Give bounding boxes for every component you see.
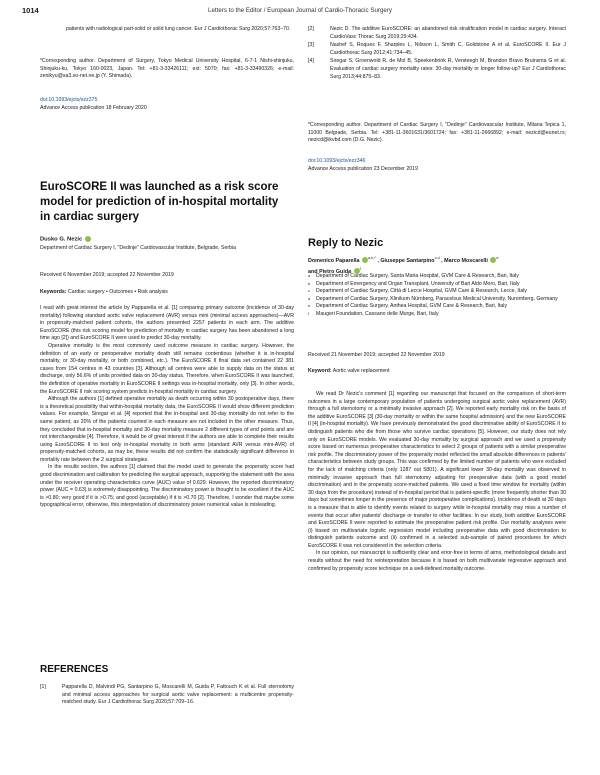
affiliation-letter: a <box>308 274 311 278</box>
author-name: , Giuseppe Santarpino <box>377 257 435 264</box>
keywords <box>308 368 566 376</box>
correspondence-note: *Corresponding author. Department of Cardiac Surgery I, "Dedinje" Cardiovascular Institute, Milana Tepica 1, 11000 Belgrade, Serbia. Tel: +381-11-3601631/3601724; fax: +381-11-2666892; e-mail: nezicd@eunet.rs; nezicd@ikvbd.com (D.G. Nezic). <box>308 122 566 144</box>
article-title: EuroSCORE II was launched as a risk score model for prediction of in-hospital mortality in cardiac surgery <box>40 181 279 223</box>
advance-access: Advance Access publication 23 December 2019 <box>308 166 418 172</box>
reference-item <box>308 26 566 41</box>
reference-text: Siregar S, Groenwold R, de Mol B, Speekenbrink R, Versteegh M, Brandon Bravo Bruinsma G et al. Evaluation of cardiac surgery mortality rates: 30-day mortality or longer follow-up? Eur J Cardiothorac Surg 2013;44:875–83. <box>330 58 566 80</box>
reference-number: [3] <box>308 42 314 49</box>
continued-reference: patients with radiological part-solid or solid lung cancer. Eur J Cardiothorac Surg 2020;57:763–70. <box>66 26 291 32</box>
keywords-label: Keyword: <box>308 368 332 374</box>
body-paragraph: Operative mortality is the most commonly used outcome measure in cardiac surgery. However, the definition of an early or perioperative mortality death still remains contentious (whether it is in-hospital mortality, or 30-day mortality, or both combined, etc.). The EuroSCORE II final data set contained 22 381 cases from 154 centres in 43 countries [3]. Although all centres were able to supply data on the status at discharge, only 56.6% of units provided data on 30-day status. Therefore, when EuroSCORE II was launched, the definition of operative mortality in EuroSCORE II settings was in-hospital mortality, only [3]. In other words, the EuroSCORE II risk scoring system predicts in-hospital mortality in cardiac surgery. <box>40 342 294 395</box>
body-paragraph: In the results section, the authors [1] claimed that the model used to generate the propensity score had good discrimination and calibration for predicting the surgical approach, supporting the statement with the area under the receiver operating characteristics curve (AUC) value of 0.629. However, the reported discriminatory power (AUC = 0.63) is extremely disappointing. The discriminatory power is thought to be excellent if the AUC is >0.80; very good if it is >0.75; and good (acceptable) if it is >0.70 [2]. Therefore, I wonder that maybe some typographical error, otherwise, this interpretation of discriminatory power numerical value is misleading. <box>40 464 294 509</box>
reference-number: [2] <box>308 26 314 32</box>
affiliation-item <box>308 273 566 281</box>
body-paragraph: We read Dr Nezic's comment [1] regarding our manuscript that focused on the comparison of short-term outcomes in a large contemporary population of patients undergoing surgical aortic valve replacement (AVR) through a full sternotomy or a minimally invasive approach [2]. We reported early mortality risk on the basis of the additive EuroSCORE [3] (30-day mortality or within the same hospital admission) and the new EuroSCORE II [4] (in-hospital mortality). We have previously demonstrated the good discriminative ability of EuroSCORE II to distinguish patients who die from those who survive cardiac operations [5]. However, our study does not rely only on EuroSCORE models. We evaluated 30-day mortality by surgical approach and we used a propensity score based on numerous preoperative characteristics to select 2 groups of patients with a similar preoperative risk profile. The discriminatory power of the propensity model reflected the small absolute differences in patients' characteristics between study groups. This was confirmed by the limited number of patients who were excluded for the lack of matching criteria (only 1287 out 5801). A significant lower 30-day mortality was observed in minimally invasive approach than full sternotomy adjusting for preoperative data (with a good model discrimination) and in the propensity score-matched patients. We used a fixed time window for mortality (within 30 days from the procedure) instead of in-hospital period that is patient-specific (more frequently shorter than 30 days but sometimes longer in the presence of major postoperative complications). Incidence of death at 30 days is a measure that is able to identify events related to surgery while in-hospital mortality may miss a number of events that occur after patients' discharge or transfer to other facilities. In our study, both additive EuroSCORE and EuroSCORE II were reported to estimate the preoperative patient risk profile. Our mortality analyses were (i) based on multivariate logistic regression model including preoperative data with good discrimination to distinguish patients outcome and (ii) confirmed in a selected sub-sample of paired procedures for which EuroSCORE II was not considered in the selection criteria. <box>308 391 566 549</box>
article-body <box>40 305 294 510</box>
keywords-list: Aortic valve replacement <box>332 368 390 374</box>
correspondence-note: *Corresponding author. Department of Surgery, Tokyo Medical University Hospital, 6-7-1 Nishi-shinjuku, Shinjuku-ku, Tokyo 160-0023, Japan. Tel: +81-3-33426111; ext: 5070; fax: +81-3-33490326; e-mail: zenikyu@sa3.so-net.ne.jp (Y. Shimada). <box>40 58 294 80</box>
author-name: Dusko G. Nezic <box>40 236 83 243</box>
author-name: , Marco Moscarelli <box>441 257 488 264</box>
affiliation-letter: b <box>308 281 311 286</box>
author-line <box>40 236 294 243</box>
author-affil-sup: c,d <box>434 256 440 260</box>
author-name: Domenico Paparella <box>308 257 360 264</box>
affiliation-text: Department of Cardiac Surgery, Anthea Hospital, GVM Care & Research, Bari, Italy <box>316 303 508 310</box>
doi-link[interactable]: doi:10.1093/ejcts/ezz346 <box>308 158 366 164</box>
affiliation-text: Department of Cardiac Surgery, Klinikum Nürnberg, Paracelsus Medical University, Nuremberg, Germany <box>316 295 558 302</box>
reference-number: [1] <box>40 684 46 690</box>
affiliations <box>308 273 566 319</box>
running-header: Letters to the Editor / European Journal of Cardio-Thoracic Surgery <box>208 7 392 14</box>
reference-item <box>308 42 566 57</box>
doi-link[interactable]: doi:10.1093/ejcts/ezz375 <box>40 97 98 103</box>
affiliation-item <box>308 311 566 319</box>
author-affil-sup: e <box>496 256 499 260</box>
received-dates: Received 21 November 2019; accepted 22 November 2019 <box>308 352 445 358</box>
affiliation-letter: d <box>308 296 311 301</box>
author-name: and Pietro Guida <box>308 268 352 275</box>
doi[interactable] <box>40 97 294 105</box>
affiliation-text: Maugeri Foundation, Cassano delle Murge, Bari, Italy <box>316 310 439 317</box>
orcid-icon[interactable] <box>85 236 91 242</box>
reply-body <box>308 391 566 573</box>
keywords <box>40 289 294 297</box>
reference-text: Nezic D. The additive EuroSCORE: an abandoned risk stratification model in cardiac surgery. Interact CardioVasc Thorac Surg 2019;29:434. <box>330 26 566 40</box>
body-paragraph: In our opinion, our manuscript is sufficiently clear and error-free in terms of aims, methodological details and results without the need for reinterpretation because it is based on both multivariate regressive approach and confirmed by propensity score technique on a well-defined mortality outcome. <box>308 550 566 572</box>
affiliation-letter: f <box>308 311 310 316</box>
affiliation-text: Department of Emergency and Organ Transplant, University of Bari Aldo Moro, Bari, Italy <box>316 280 520 287</box>
body-paragraph: Although the authors [1] defined operative mortality as death occurring within 30 postoperative days, there is a theoretical possibility that within-hospital mortality data, the EuroSCORE II would show different prediction values. For example, Siregar et al. [4] reported that the in-hospital and 30-day mortality do not refer to the same patient, as 20% of the patients counted in each measure are not included in the other measure. Thus, they concluded that in-hospital mortality and 30-day mortality measure 2 different types of end points and are not interchangeable [4]. Therefore, it would be of great interest if the authors are able to complete their results using EuroSCORE II to test only in-hospital mortality in both arms (standard AVR versus mini-AVR) of propensity-matched cohorts, as may be, these results did not confirm the statistically significant difference in mortality rate between the 2 surgical strategies. <box>40 396 294 463</box>
author-affiliation: Department of Cardiac Surgery I, "Dedinje" Cardiovascular Institute, Belgrade, Serbia <box>40 245 237 251</box>
reference-item <box>40 684 294 707</box>
affiliation-letter: e <box>308 304 311 309</box>
keywords-list: Cardiac surgery • Outcomes • Risk analysis <box>67 289 168 295</box>
received-dates: Received 6 November 2019; accepted 22 November 2019 <box>40 272 174 278</box>
author-affil-sup: f <box>359 266 361 271</box>
author-affil-sup: a,b,* <box>368 256 376 260</box>
affiliation-text: Department of Cardiac Surgery, Santa Maria Hospital, GVM Care & Research, Bari, Italy <box>316 273 519 279</box>
affiliation-item <box>308 303 566 311</box>
affiliation-item <box>308 281 566 289</box>
affiliation-item <box>308 296 566 304</box>
doi[interactable] <box>308 158 566 166</box>
affiliation-letter: c <box>308 289 310 294</box>
keywords-label: Keywords: <box>40 289 67 295</box>
references-heading: REFERENCES <box>40 664 109 675</box>
affiliation-item <box>308 288 566 296</box>
body-paragraph: I read with great interest the article by Papparella et al. [1] comparing primary outcome (incidence of 30-day mortality) following standard aortic valve replacement (AVR) versus mini (minimal access approaches)—AVR in propensity-matched patient cohorts, the authors presented 2257 patients in each arm. The additive EuroSCORE (this risk scoring model for prediction of mortality in cardiac surgery has been abandoned a long time ago [2]) and EuroSCORE II were used to predict 30-day mortality. <box>40 305 294 342</box>
reference-item <box>308 58 566 81</box>
reference-text: Nashef S, Roques F, Sharples L, Nilsson L, Smith C, Goldstone A et al. EuroSCORE II. Eur J Cardiothorac Surg 2012;41:734–45. <box>330 42 566 56</box>
advance-access: Advance Access publication 18 February 2020 <box>40 105 147 111</box>
affiliation-text: Department of Cardiac Surgery, Città di Lecce Hospital, GVM Care & Research, Lecce, Italy <box>316 288 527 295</box>
reference-list-top <box>308 26 566 81</box>
reference-list <box>40 684 294 707</box>
reference-text: Papparella D, Malvindi PG, Santarpino G, Moscarelli M, Guida P, Fattouch K et al. Full sternotomy and minimal access approaches for surgical aortic valve replacement: a multicentre propensity-matched study. Eur J Cardiothorac Surg 2020;57:709–16. <box>62 684 294 706</box>
reference-number: [4] <box>308 58 314 65</box>
reply-title: Reply to Nezic <box>308 237 384 249</box>
page-number: 1014 <box>22 6 39 15</box>
